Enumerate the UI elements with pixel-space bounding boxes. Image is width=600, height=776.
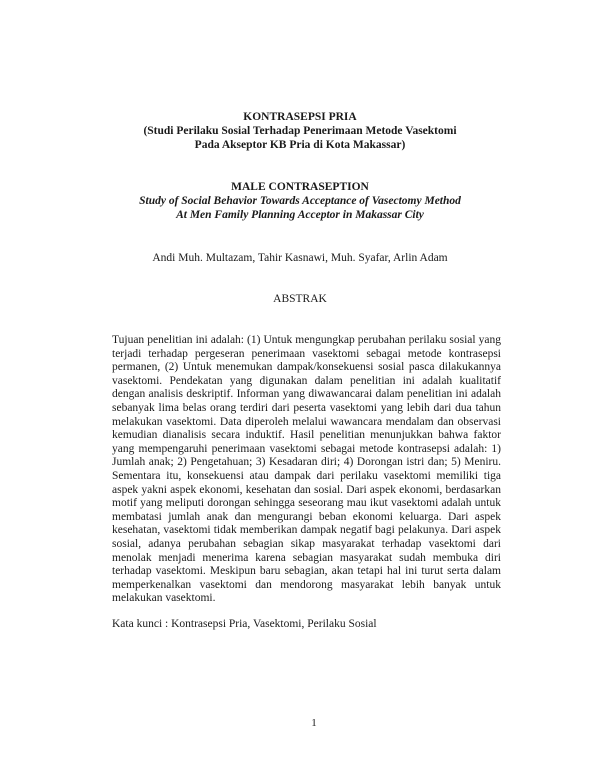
keywords: Kata kunci : Kontrasepsi Pria, Vasektomi, Perilaku Sosial — [112, 618, 377, 630]
subtitle-indonesian-line2: Pada Akseptor KB Pria di Kota Makassar) — [194, 139, 406, 151]
subtitle-english-line2: At Men Family Planning Acceptor in Makassar City — [176, 209, 424, 221]
subtitle-english-line1: Study of Social Behavior Towards Acceptance of Vasectomy Method — [139, 195, 461, 207]
title-indonesian: KONTRASEPSI PRIA — [243, 111, 357, 123]
abstract-body: Tujuan penelitian ini adalah: (1) Untuk mengungkap perubahan perilaku sosial yang terjadi terhadap pergeseran penerimaan vasektomi sebagai metode kontrasepsi permanen, (2) Untuk menemukan dampak/konsekuensi sosial pasca dilakukannya vasektomi. Pendekatan yang digunakan dalam penelitian ini adalah kualitatif dengan analisis deskriptif. Informan yang diwawancarai dalam penelitian ini adalah sebanyak lima belas orang terdiri dari peserta vasektomi yang lebih dari dua tahun melakukan vasektomi. Data diperoleh melalui wawancara mendalam dan observasi kemudian dianalisis secara induktif. Hasil penelitian menunjukkan bahwa faktor yang mempengaruhi penerimaan vasektomi sebagai metode kontrasepsi adalah: 1) Jumlah anak; 2) Pengetahuan; 3) Kesadaran diri; 4) Dorongan istri dan; 5) Meniru. Sementara itu, konsekuensi atau dampak dari perilaku vasektomi memiliki tiga aspek yakni aspek ekonomi, kesehatan dan sosial. Dari aspek ekonomi, berdasarkan motif yang meliputi dorongan sehingga seseorang mau ikut vasektomi adalah untuk membatasi jumlah anak dan mengurangi beban ekonomi keluarga. Dari aspek kesehatan, vasektomi tidak memberikan dampak negatif bagi pelakunya. Dari aspek sosial, adanya perubahan sebagian sikap masyarakat terhadap vasektomi dari menolak menjadi menerima karena sebagian masyarakat sudah membuka diri terhadap vasektomi. Meskipun baru sebagian, akan tetapi hal ini turut serta dalam memperkenalkan vasektomi dan mendorong masyarakat lebih banyak untuk melakukan vasektomi. — [112, 334, 501, 605]
author-list: Andi Muh. Multazam, Tahir Kasnawi, Muh. Syafar, Arlin Adam — [152, 252, 448, 264]
subtitle-indonesian-line1: (Studi Perilaku Sosial Terhadap Penerimaan Metode Vasektomi — [143, 125, 457, 137]
abstract-heading: ABSTRAK — [273, 293, 327, 305]
page-number: 1 — [311, 717, 317, 729]
title-english: MALE CONTRASEPTION — [231, 181, 369, 193]
